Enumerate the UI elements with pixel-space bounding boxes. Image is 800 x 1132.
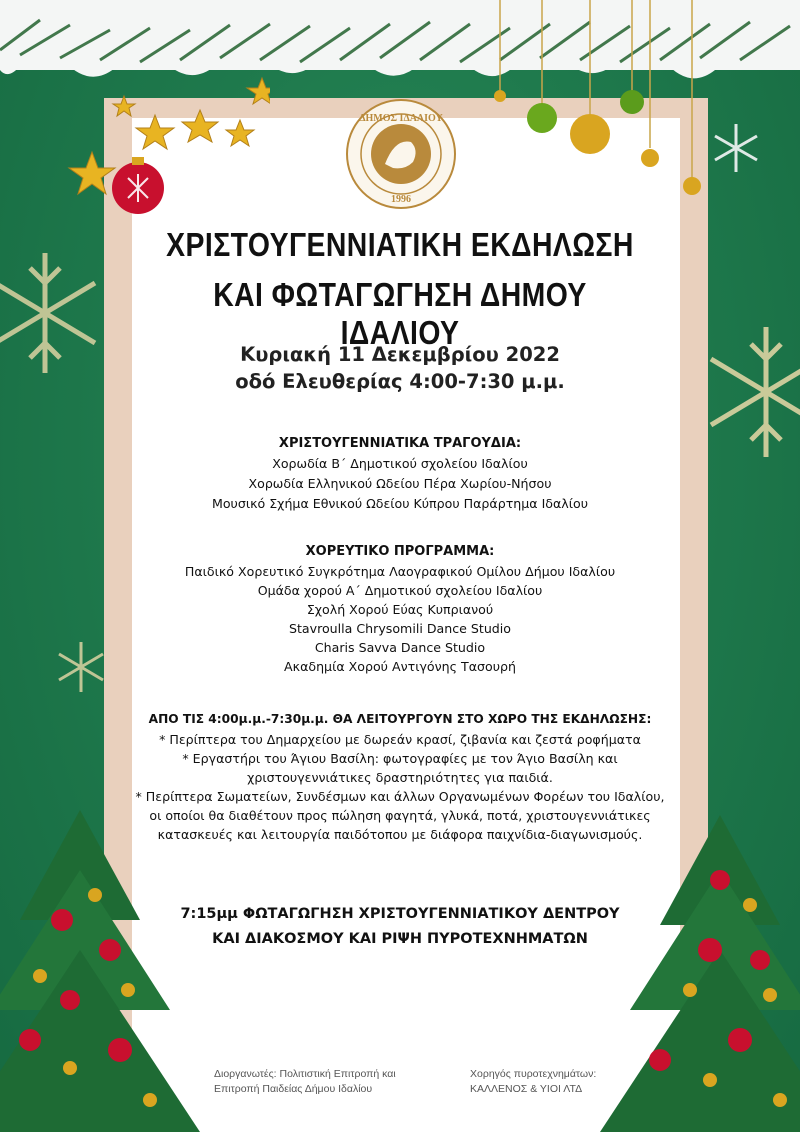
event-date: Κυριακή 11 Δεκεμβρίου 2022 bbox=[240, 343, 560, 366]
event-place-time: οδό Ελευθερίας 4:00-7:30 μ.μ. bbox=[235, 370, 565, 393]
activities-line: * Περίπτερα Σωματείων, Συνδέσμων και άλλων Οργανωμένων Φορέων του Ιδαλίου, bbox=[135, 789, 665, 804]
organizers-line-1: Διοργανωτές: Πολιτιστική Επιτροπή και bbox=[214, 1068, 396, 1080]
activities-line: * Εργαστήρι του Άγιου Βασίλη: φωτογραφίες με τον Άγιο Βασίλη και bbox=[182, 751, 618, 766]
sponsor-line-2: ΚΑΛΛΕΝΟΣ & ΥΙΟΙ ΛΤΔ bbox=[470, 1083, 583, 1095]
sponsor-line-1: Χορηγός πυροτεχνημάτων: bbox=[470, 1068, 597, 1080]
gold-ornament-icon bbox=[494, 90, 506, 102]
christmas-tree-right bbox=[600, 810, 800, 1132]
dance-item: Παιδικό Χορευτικό Συγκρότημα Λαογραφικού Ομίλου Δήμου Ιδαλίου bbox=[184, 564, 616, 579]
activities-line: χριστουγεννιάτικες δραστηριότητες για παιδιά. bbox=[247, 770, 553, 785]
lighting-line-1: 7:15μμ ΦΩΤΑΓΩΓΗΣΗ ΧΡΙΣΤΟΥΓΕΝΝΙΑΤΙΚΟΥ ΔΕΝΤΡΟΥ bbox=[180, 906, 620, 922]
songs-item: Χορωδία Β΄ Δημοτικού σχολείου Ιδαλίου bbox=[272, 456, 528, 471]
songs-item: Μουσικό Σχήμα Εθνικού Ωδείου Κύπρου Παράρτημα Ιδαλίου bbox=[211, 496, 589, 511]
christmas-tree-left bbox=[0, 800, 200, 1132]
gold-ornament-icon bbox=[683, 177, 701, 195]
dance-item: Σχολή Χορού Εύας Κυπριανού bbox=[306, 602, 494, 617]
municipality-seal-logo bbox=[345, 98, 457, 210]
gold-ornament-icon bbox=[570, 114, 610, 154]
svg-text:1996: 1996 bbox=[391, 194, 411, 205]
gold-stars-decoration bbox=[60, 60, 270, 240]
dance-item: Ακαδημία Χορού Αντιγόνης Τασουρή bbox=[284, 659, 516, 674]
snowflake-icon bbox=[0, 248, 110, 378]
gold-ornament-icon bbox=[641, 149, 659, 167]
title-line-2: ΚΑΙ ΦΩΤΑΓΩΓΗΣΗ ΔΗΜΟΥ ΙΔΑΛΙΟΥ bbox=[213, 276, 587, 351]
activities-line: κατασκευές και λειτουργία παιδότοπου με διάφορα παιχνίδια-διαγωνισμούς. bbox=[157, 827, 643, 842]
title-line-1: ΧΡΙΣΤΟΥΓΕΝΝΙΑΤΙΚΗ ΕΚΔΗΛΩΣΗ bbox=[166, 226, 634, 263]
dance-heading: ΧΟΡΕΥΤΙΚΟ ΠΡΟΓΡΑΜΜΑ: bbox=[305, 544, 495, 559]
snowflake-icon bbox=[56, 640, 106, 694]
dance-item: Stavroulla Chrysomili Dance Studio bbox=[288, 621, 512, 636]
dance-item: Ομάδα χορού Α΄ Δημοτικού σχολείου Ιδαλίου bbox=[257, 583, 543, 598]
green-ornament-icon bbox=[527, 103, 557, 133]
activities-line: οι οποίοι θα διαθέτουν προς πώληση φαγητά, γλυκά, ποτά, χριστουγεννιάτικες bbox=[149, 808, 651, 823]
svg-text:ΔΗΜΟΣ ΙΔΑΛΙΟΥ: ΔΗΜΟΣ ΙΔΑΛΙΟΥ bbox=[359, 113, 443, 124]
activities-line: * Περίπτερα του Δημαρχείου με δωρεάν κρασί, ζιβανία και ζεστά ροφήματα bbox=[159, 732, 641, 747]
songs-heading: ΧΡΙΣΤΟΥΓΕΝΝΙΑΤΙΚΑ ΤΡΑΓΟΥΔΙΑ: bbox=[278, 436, 522, 451]
dance-item: Charis Savva Dance Studio bbox=[314, 640, 486, 655]
hanging-ornaments-decoration bbox=[460, 0, 720, 200]
songs-item: Χορωδία Ελληνικού Ωδείου Πέρα Χωρίου-Νήσου bbox=[248, 476, 552, 491]
snowflake-icon bbox=[706, 322, 800, 462]
lighting-line-2: ΚΑΙ ΔΙΑΚΟΣΜΟΥ ΚΑΙ ΡΙΨΗ ΠΥΡΟΤΕΧΝΗΜΑΤΩΝ bbox=[212, 931, 588, 947]
organizers-line-2: Επιτροπή Παιδείας Δήμου Ιδαλίου bbox=[214, 1083, 373, 1095]
green-ornament-icon bbox=[620, 90, 644, 114]
activities-heading: ΑΠΟ ΤΙΣ 4:00μ.μ.-7:30μ.μ. ΘΑ ΛΕΙΤΟΥΡΓΟΥΝ ΣΤΟ ΧΩΡΟ ΤΗΣ ΕΚΔΗΛΩΣΗΣ: bbox=[148, 712, 652, 726]
